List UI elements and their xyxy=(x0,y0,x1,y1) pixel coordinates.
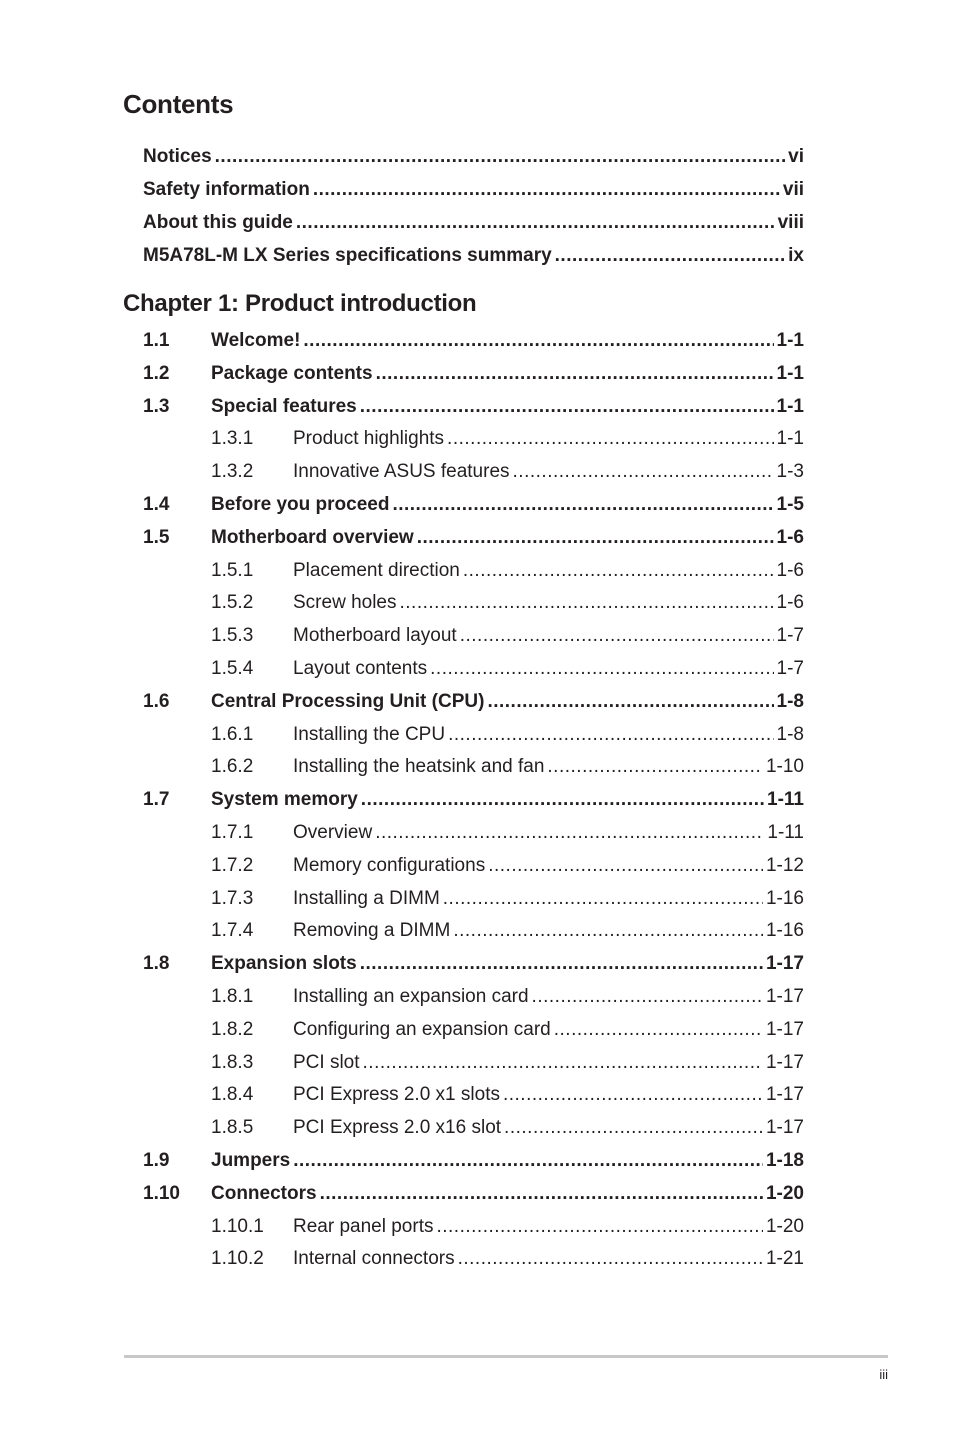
toc-entry-page: 1-6 xyxy=(776,526,804,548)
dot-leader xyxy=(313,176,780,204)
toc-entry-1-8-1[interactable] xyxy=(143,983,804,1016)
toc-entry-1-9[interactable] xyxy=(143,1147,804,1180)
toc-entry-1-6-2[interactable] xyxy=(143,753,804,786)
footer-page-number: iii xyxy=(879,1367,888,1382)
page-title: Contents xyxy=(123,89,234,119)
toc-entry-page: 1-17 xyxy=(765,1117,804,1139)
toc-entry-page: 1-10 xyxy=(765,756,804,778)
toc-entry-1-5-3[interactable] xyxy=(143,622,804,655)
toc-entry-1-6[interactable] xyxy=(143,688,804,721)
toc-entry-1-7[interactable] xyxy=(143,786,804,819)
toc-entry-title: Package contents xyxy=(211,362,373,384)
chapter-title: Chapter 1: Product introduction xyxy=(123,290,477,317)
dot-leader xyxy=(215,143,786,171)
toc-entry-title: Jumpers xyxy=(211,1149,291,1171)
toc-entry-number: 1.7.4 xyxy=(211,920,254,942)
front-matter-list xyxy=(143,143,804,275)
toc-entry-title: Placement direction xyxy=(293,559,460,581)
toc-entry-title: Before you proceed xyxy=(211,493,390,515)
dot-leader xyxy=(320,1180,763,1208)
toc-entry-page: 1-8 xyxy=(776,723,804,745)
dot-leader xyxy=(436,1213,763,1241)
toc-entry-title: Configuring an expansion card xyxy=(293,1018,551,1040)
dot-leader xyxy=(303,327,773,355)
chapter-entries-list xyxy=(143,327,804,1278)
toc-entry-number: 1.8.1 xyxy=(211,985,254,1007)
toc-entry-1-7-4[interactable] xyxy=(143,917,804,950)
dot-leader xyxy=(555,242,785,270)
toc-entry-title: Welcome! xyxy=(211,330,301,351)
toc-entry-page: vii xyxy=(782,179,804,200)
toc-entry-number: 1.3.1 xyxy=(211,428,254,450)
toc-entry-title: Layout contents xyxy=(293,657,428,679)
dot-leader xyxy=(453,917,763,945)
dot-leader xyxy=(375,819,764,847)
toc-entry-title: Removing a DIMM xyxy=(293,920,451,942)
toc-entry-number: 1.5.1 xyxy=(211,559,254,581)
toc-entry-page: viii xyxy=(777,212,804,233)
toc-entry-number: 1.10.2 xyxy=(211,1248,264,1270)
toc-entry-page: 1-12 xyxy=(765,854,804,876)
toc-entry-page: 1-11 xyxy=(767,821,804,843)
toc-entry-1-3-2[interactable] xyxy=(143,458,804,491)
dot-leader xyxy=(360,393,774,421)
dot-leader xyxy=(487,688,773,716)
dot-leader xyxy=(458,1245,763,1273)
dot-leader xyxy=(554,1016,763,1044)
toc-entry-1-8[interactable] xyxy=(143,950,804,983)
toc-entry-title: About this guide xyxy=(143,212,293,233)
toc-entry-1-8-5[interactable] xyxy=(143,1114,804,1147)
toc-entry-number: 1.8 xyxy=(143,953,170,975)
toc-entry-number: 1.5.2 xyxy=(211,592,254,614)
toc-entry-about-this-guide[interactable] xyxy=(143,209,804,242)
dot-leader xyxy=(417,524,774,552)
toc-entry-number: 1.7.2 xyxy=(211,854,254,876)
toc-entry-1-7-1[interactable] xyxy=(143,819,804,852)
toc-entry-number: 1.8.2 xyxy=(211,1018,254,1040)
toc-entry-page: 1-17 xyxy=(765,985,804,1007)
dot-leader xyxy=(504,1114,763,1142)
toc-entry-1-8-2[interactable] xyxy=(143,1016,804,1049)
toc-entry-page: 1-17 xyxy=(765,1051,804,1073)
toc-entry-title: Rear panel ports xyxy=(293,1215,434,1237)
toc-entry-page: 1-16 xyxy=(765,887,804,909)
toc-entry-title: Motherboard layout xyxy=(293,625,457,647)
dot-leader xyxy=(360,950,763,978)
toc-entry-1-8-4[interactable] xyxy=(143,1081,804,1114)
toc-entry-number: 1.1 xyxy=(143,330,170,351)
toc-entry-title: Installing the heatsink and fan xyxy=(293,756,545,778)
toc-entry-page: 1-1 xyxy=(776,362,804,384)
toc-entry-page: 1-6 xyxy=(776,559,804,581)
toc-entry-number: 1.6 xyxy=(143,690,170,712)
toc-entry-page: 1-17 xyxy=(765,1084,804,1106)
toc-entry-title: Safety information xyxy=(143,179,310,200)
toc-entry-page: 1-20 xyxy=(765,1182,804,1204)
toc-entry-title: Screw holes xyxy=(293,592,397,614)
toc-entry-1-5-4[interactable] xyxy=(143,655,804,688)
toc-entry-number: 1.5.3 xyxy=(211,625,254,647)
dot-leader xyxy=(376,360,774,388)
toc-entry-1-4[interactable] xyxy=(143,491,804,524)
toc-entry-number: 1.8.4 xyxy=(211,1084,254,1106)
toc-entry-1-10[interactable] xyxy=(143,1180,804,1213)
toc-entry-page: 1-1 xyxy=(776,428,804,450)
toc-entry-title: Overview xyxy=(293,821,373,843)
toc-entry-1-8-3[interactable] xyxy=(143,1049,804,1082)
dot-leader xyxy=(513,458,774,486)
toc-entry-page: 1-6 xyxy=(776,592,804,614)
toc-entry-page: 1-1 xyxy=(776,395,804,417)
toc-entry-1-5[interactable] xyxy=(143,524,804,557)
toc-entry-1-7-3[interactable] xyxy=(143,885,804,918)
toc-entry-number: 1.3 xyxy=(143,395,170,417)
toc-entry-number: 1.2 xyxy=(143,362,170,384)
toc-entry-1-3-1[interactable] xyxy=(143,425,804,458)
toc-entry-page: 1-18 xyxy=(765,1149,804,1171)
toc-entry-title: Installing the CPU xyxy=(293,723,446,745)
toc-entry-page: 1-17 xyxy=(765,953,804,975)
toc-entry-1-10-2[interactable] xyxy=(143,1245,804,1278)
dot-leader xyxy=(547,753,763,781)
toc-entry-title: Notices xyxy=(143,146,212,167)
footer-divider xyxy=(124,1355,888,1358)
toc-entry-title: Central Processing Unit (CPU) xyxy=(211,690,485,712)
toc-entry-title: Motherboard overview xyxy=(211,526,414,548)
toc-entry-notices[interactable] xyxy=(143,143,804,176)
dot-leader xyxy=(443,885,763,913)
toc-entry-title: Connectors xyxy=(211,1182,317,1204)
toc-entry-1-5-1[interactable] xyxy=(143,557,804,590)
toc-entry-page: 1-8 xyxy=(776,690,804,712)
toc-entry-title: Expansion slots xyxy=(211,953,357,975)
toc-entry-title: Special features xyxy=(211,395,357,417)
toc-entry-title: Installing an expansion card xyxy=(293,985,529,1007)
toc-entry-title: Innovative ASUS features xyxy=(293,461,510,483)
toc-entry-page: vi xyxy=(788,146,804,167)
toc-entry-1-1[interactable] xyxy=(143,327,804,360)
toc-entry-1-10-1[interactable] xyxy=(143,1213,804,1246)
toc-entry-number: 1.7 xyxy=(143,789,170,811)
toc-entry-title: Installing a DIMM xyxy=(293,887,440,909)
toc-entry-title: PCI Express 2.0 x1 slots xyxy=(293,1084,500,1106)
toc-entry-number: 1.5.4 xyxy=(211,657,254,679)
dot-leader xyxy=(430,655,773,683)
dot-leader xyxy=(296,209,775,237)
dot-leader xyxy=(447,425,773,453)
toc-entry-number: 1.9 xyxy=(143,1149,170,1171)
toc-entry-number: 1.7.1 xyxy=(211,821,254,843)
dot-leader xyxy=(400,589,774,617)
toc-entry-number: 1.8.5 xyxy=(211,1117,254,1139)
toc-entry-title: Product highlights xyxy=(293,428,445,450)
toc-entry-page: 1-17 xyxy=(765,1018,804,1040)
toc-entry-page: 1-16 xyxy=(765,920,804,942)
dot-leader xyxy=(488,852,763,880)
toc-entry-title: M5A78L-M LX Series specifications summary xyxy=(143,245,552,266)
dot-leader xyxy=(361,786,764,814)
dot-leader xyxy=(293,1147,763,1175)
dot-leader xyxy=(503,1081,763,1109)
toc-entry-1-7-2[interactable] xyxy=(143,852,804,885)
toc-entry-page: 1-7 xyxy=(776,657,804,679)
toc-entry-safety-information[interactable] xyxy=(143,176,804,209)
dot-leader xyxy=(460,622,774,650)
toc-entry-page: ix xyxy=(788,245,804,266)
toc-entry-title: PCI slot xyxy=(293,1051,360,1073)
dot-leader xyxy=(448,721,773,749)
toc-entry-number: 1.3.2 xyxy=(211,461,254,483)
toc-entry-title: Internal connectors xyxy=(293,1248,455,1270)
toc-entry-number: 1.8.3 xyxy=(211,1051,254,1073)
toc-entry-page: 1-11 xyxy=(767,789,804,811)
dot-leader xyxy=(532,983,763,1011)
toc-entry-title: System memory xyxy=(211,789,358,811)
toc-entry-page: 1-20 xyxy=(765,1215,804,1237)
toc-entry-1-6-1[interactable] xyxy=(143,721,804,754)
toc-entry-1-5-2[interactable] xyxy=(143,589,804,622)
dot-leader xyxy=(463,557,774,585)
toc-entry-specifications-summary[interactable] xyxy=(143,242,804,275)
toc-entry-number: 1.4 xyxy=(143,493,170,515)
toc-entry-number: 1.10 xyxy=(143,1182,180,1204)
toc-entry-page: 1-5 xyxy=(776,493,804,515)
toc-entry-number: 1.7.3 xyxy=(211,887,254,909)
toc-entry-number: 1.6.2 xyxy=(211,756,254,778)
toc-entry-page: 1-1 xyxy=(776,330,804,351)
toc-entry-page: 1-7 xyxy=(776,625,804,647)
toc-entry-title: Memory configurations xyxy=(293,854,486,876)
toc-entry-1-3[interactable] xyxy=(143,393,804,426)
toc-entry-number: 1.5 xyxy=(143,526,170,548)
toc-entry-1-2[interactable] xyxy=(143,360,804,393)
toc-entry-number: 1.10.1 xyxy=(211,1215,264,1237)
dot-leader xyxy=(363,1049,763,1077)
toc-entry-number: 1.6.1 xyxy=(211,723,254,745)
toc-entry-page: 1-3 xyxy=(776,461,804,483)
toc-entry-page: 1-21 xyxy=(765,1248,804,1270)
toc-entry-title: PCI Express 2.0 x16 slot xyxy=(293,1117,502,1139)
dot-leader xyxy=(392,491,773,519)
